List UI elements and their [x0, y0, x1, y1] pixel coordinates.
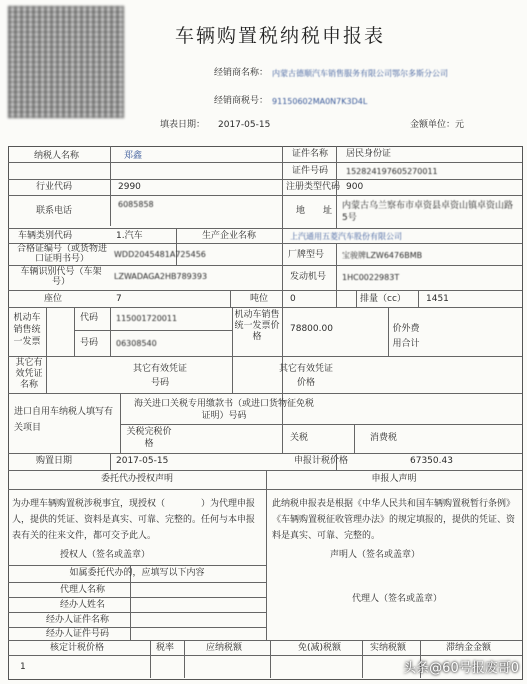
- invoice-label: 机动车销售统一发票: [13, 313, 41, 347]
- import-label: 进口自用车纳税人填写有关项目: [14, 407, 114, 433]
- taxable-price-value: 67350.43: [410, 456, 453, 466]
- invoice-code-value: 115001720011: [116, 314, 178, 323]
- invoice-price-value: 78800.00: [290, 324, 333, 334]
- invoice-code-label: 代码: [80, 313, 99, 323]
- purchase-date-value: 2017-05-15: [116, 456, 169, 466]
- id-no-value: 152824197605270011: [346, 167, 438, 176]
- model-value: 宝骏牌LZW6476BMB: [342, 251, 423, 260]
- agent-sign-label: 代理人（签名或盖章）: [352, 594, 443, 604]
- dealer-name-value: 内蒙古德顺汽车销售服务有限公司鄂尔多斯分公司: [272, 69, 448, 78]
- vin-label: 车辆识别代号（车架号）: [20, 267, 102, 287]
- col-payable-label: 应纳税额: [206, 643, 243, 653]
- customs-label: 海关进口关税专用缴款书（或进口货物征免税证明）号码: [133, 399, 314, 421]
- industry-code-value: 2990: [118, 182, 141, 192]
- invoice-no-value: 06308540: [116, 339, 157, 348]
- other-cert-no-label: 其它有效凭证号码: [132, 364, 187, 388]
- amount-unit: 金额单位：元: [410, 120, 465, 130]
- handler-id-type-label: 经办人证件名称: [46, 615, 110, 625]
- applicant-decl-title: 申报人声明: [371, 474, 417, 484]
- displacement-value: 1451: [426, 294, 449, 304]
- model-label: 厂牌型号: [288, 250, 325, 260]
- tonnage-value: 0: [290, 294, 296, 304]
- agent-decl-text: 为办理车辆购置税涉税事宜，现授权（ ）为代理申报人，提供的凭证、资料是真实、可靠、完整的。任何与本申报表有关的往来文件，都可交予此人。: [12, 499, 256, 541]
- declarant-label: 声明人（签名或盖章）: [330, 550, 421, 560]
- agent-note: 如属委托代办的，应填写以下内容: [69, 568, 205, 578]
- col-late-label: 滞纳金金额: [446, 643, 492, 653]
- agent-decl-title: 委托代办授权声明: [100, 474, 173, 484]
- phone-value: 6085858: [118, 200, 154, 209]
- taxpayer-name-label: 纳税人名称: [34, 151, 80, 161]
- handler-id-no-label: 经办人证件号码: [46, 629, 110, 639]
- out-price-label: 价外费用合计: [392, 324, 420, 349]
- cert-value: WDD2045481A725456: [114, 250, 206, 259]
- engine-value: 1HC0022983T: [342, 273, 400, 282]
- other-cert-price-label: 其它有效凭证价格: [278, 364, 333, 388]
- handler-name-label: 经办人姓名: [60, 600, 106, 610]
- vin-value: LZWADAGA2HB789393: [114, 272, 208, 281]
- displacement-label: 排量（cc）: [360, 294, 406, 304]
- id-type-value: 居民身份证: [346, 149, 392, 159]
- invoice-no-label: 号码: [80, 338, 99, 348]
- bottom-value: 1: [20, 662, 26, 672]
- fill-date-value: 2017-05-15: [218, 120, 271, 130]
- engine-label: 发动机号: [290, 272, 327, 282]
- seats-value: 7: [116, 294, 122, 304]
- reg-type-value: 900: [346, 182, 364, 192]
- customs-duty-label: 关税: [290, 433, 309, 443]
- id-type-label: 证件名称: [292, 149, 329, 159]
- phone-label: 联系电话: [36, 206, 73, 216]
- authorizer-label: 授权人（签名或盖章）: [60, 550, 151, 560]
- industry-code-label: 行业代码: [36, 182, 73, 192]
- qr-code: [8, 6, 124, 118]
- col-exempt-label: 免(减)税额: [298, 643, 342, 653]
- agent-name-label: 代理人名称: [60, 585, 106, 595]
- fill-date-label: 填表日期：: [160, 120, 206, 130]
- consumption-tax-label: 消费税: [370, 433, 398, 443]
- taxpayer-name-value: 郑鑫: [124, 151, 143, 161]
- form-title: 车辆购置税纳税申报表: [174, 25, 385, 47]
- col-rate-label: 税率: [156, 643, 175, 653]
- reg-type-label: 注册类型代码: [286, 182, 341, 192]
- other-cert-label: 其它有效凭证名称: [15, 358, 43, 390]
- address-value: 内蒙古乌兰察布市卓资县卓资山镇卓资山路5号: [342, 201, 514, 223]
- address-label: 地 址: [296, 206, 333, 216]
- watermark: 头条@60号报废哥0: [403, 661, 519, 676]
- dealer-tax-label: 经销商税号：: [214, 96, 269, 106]
- purchase-date-label: 购置日期: [36, 456, 73, 466]
- col-paid-label: 实纳税额: [370, 643, 407, 653]
- seats-label: 座位: [44, 294, 63, 304]
- customs-value-label: 关税完税价格: [126, 427, 172, 449]
- invoice-price-label: 机动车销售统一发票价格: [234, 310, 280, 342]
- taxable-price-label: 申报计税价格: [294, 456, 349, 466]
- tonnage-label: 吨位: [250, 294, 269, 304]
- manufacturer-value: 上汽通用五菱汽车股份有限公司: [290, 232, 402, 241]
- manufacturer-label: 生产企业名称: [202, 231, 257, 241]
- applicant-decl-text: 此纳税申报表是根据《中华人民共和国车辆购置税暂行条例》《车辆购置税征收管理办法》的规定填报的，提供的凭证、资料是真实、可靠、完整的。: [272, 499, 516, 541]
- dealer-tax-value: 91150602MA0N7K3D4L: [272, 97, 368, 106]
- col-taxable-label: 核定计税价格: [50, 643, 105, 653]
- vehicle-class-label: 车辆类别代码: [18, 231, 73, 241]
- dealer-name-label: 经销商名称：: [214, 68, 269, 78]
- cert-label: 合格证编号（或货物进口证明书号）: [16, 244, 107, 264]
- id-no-label: 证件号码: [292, 166, 329, 176]
- vehicle-class-value: 1.汽车: [116, 231, 143, 241]
